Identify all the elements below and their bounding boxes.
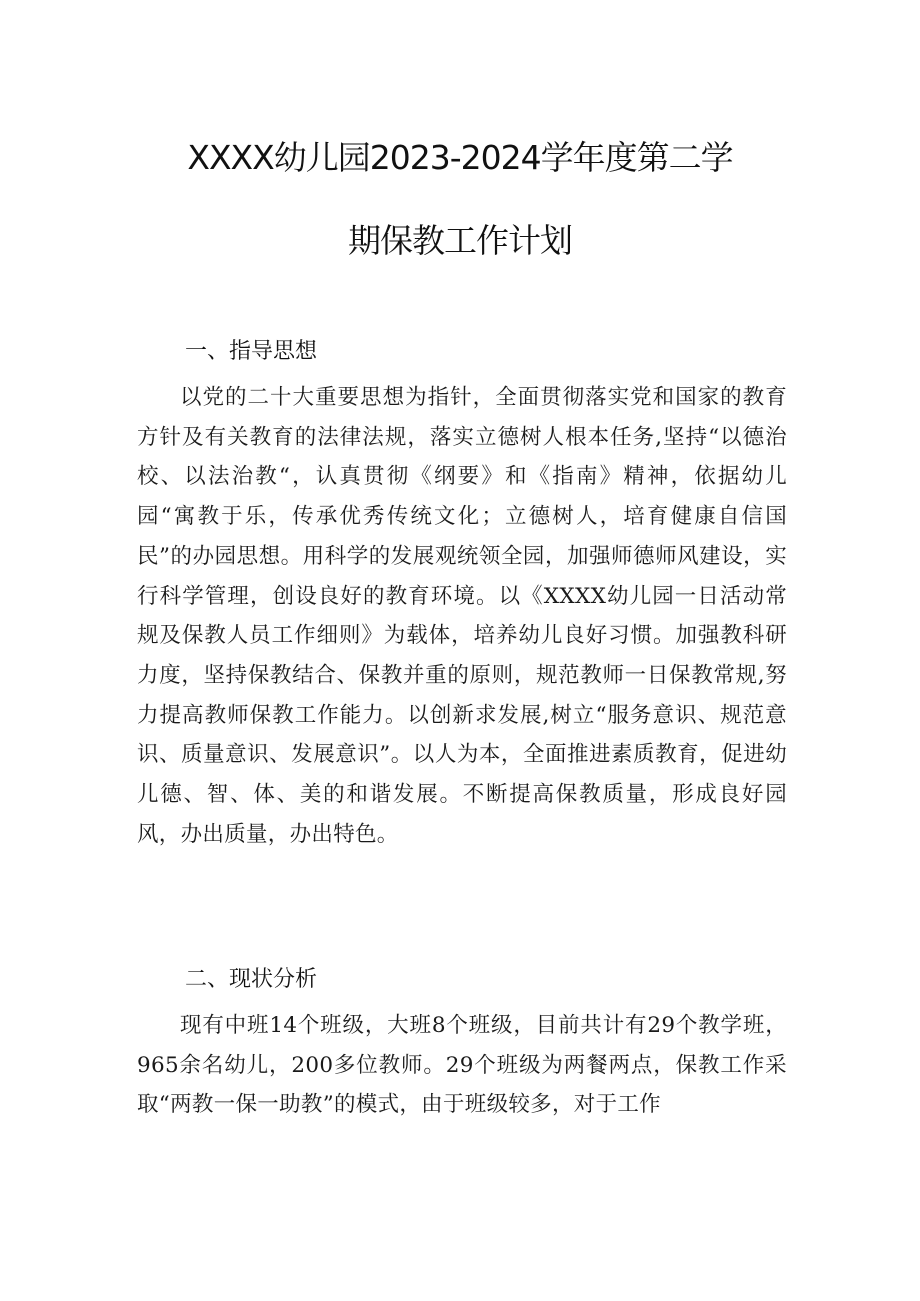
section-heading-guiding-ideology: 一、指导思想 [185, 339, 318, 364]
document-title-line-2: 期保教工作计划 [348, 221, 572, 260]
section-heading-status-analysis: 二、现状分析 [185, 967, 318, 992]
section-paragraph-guiding-ideology: 以党的二十大重要思想为指针，全面贯彻落实党和国家的教育方针及有关教育的法律法规，落实立德树人根本任务,坚持“以德治校、以法治教“，认真贯彻《纲要》和《指南》精神，依据幼儿园“寓教于乐，传承优秀传统文化；立德树人，培育健康自信国民”的办园思想。用科学的发展观统领全园，加强师德师风建设，实行科学管理，创设良好的教育环境。以《XXXX幼儿园一日活动常规及保教人员工作细则》为载体，培养幼儿良好习惯。加强教科研力度，坚持保教结合、保教并重的原则，规范教师一日保教常规,努力提高教师保教工作能力。以创新求发展,树立“服务意识、规范意识、质量意识、发展意识”。以人为本，全面推进素质教育，促进幼儿德、智、体、美的和谐发展。不断提高保教质量，形成良好园风，办出质量，办出特色。 [137, 385, 787, 847]
document-title-line-1: XXXX幼儿园2023-2024学年度第二学 [187, 138, 733, 177]
section-paragraph-status-analysis: 现有中班14个班级，大班8个班级，目前共计有29个教学班，965余名幼儿，200多位教师。29个班级为两餐两点，保教工作采取“两教一保一助教”的模式，由于班级较多，对于工作 [137, 1013, 787, 1118]
